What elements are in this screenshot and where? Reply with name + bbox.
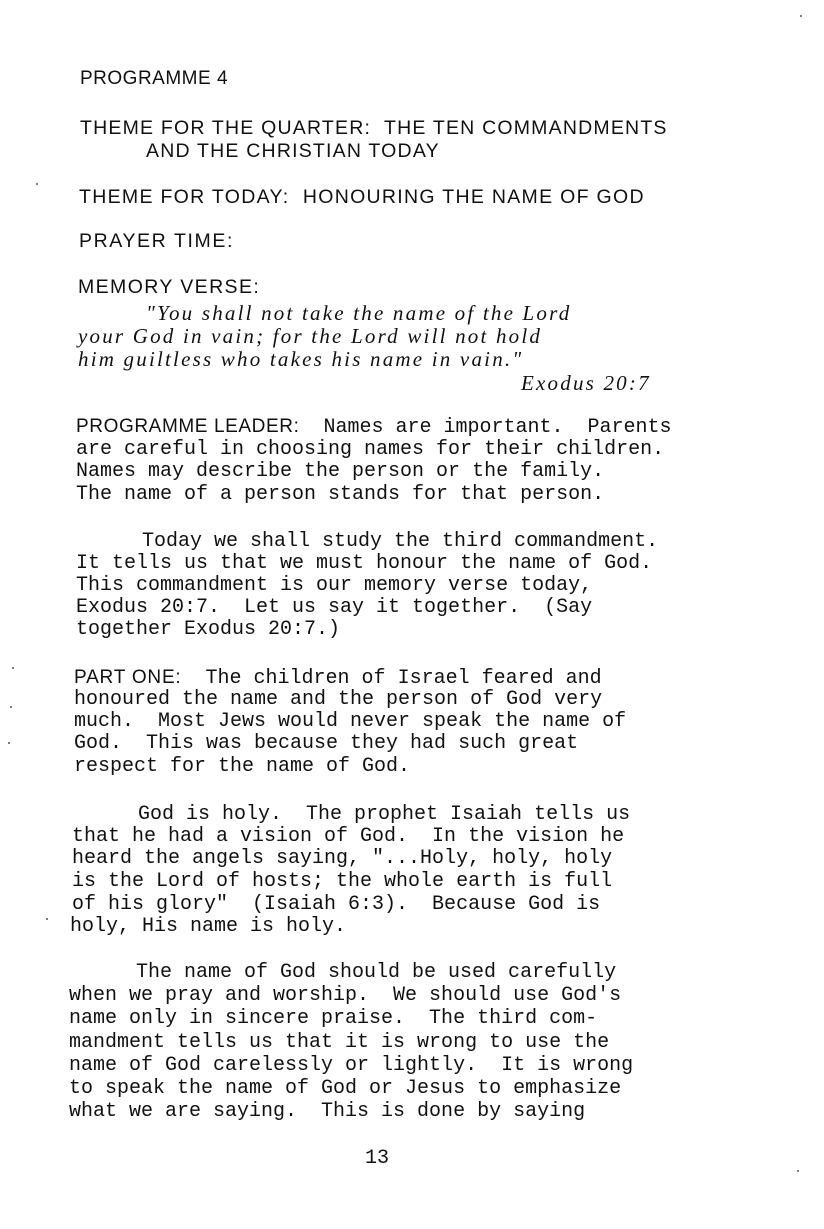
holy-line: that he had a vision of God. In the vision he [72, 825, 625, 848]
page-number: 13 [365, 1147, 390, 1170]
careful-line: name of God carelessly or lightly. It is wrong [69, 1054, 634, 1077]
holy-line: is the Lord of hosts; the whole earth is full [72, 870, 613, 893]
today-line: together Exodus 20:7.) [76, 618, 341, 641]
scan-speck [800, 15, 802, 17]
today-line: Today we shall study the third commandment. [142, 530, 659, 553]
today-line: Exodus 20:7. Let us say it together. (Say [76, 596, 593, 619]
leader-label: PROGRAMME LEADER: [76, 416, 300, 437]
scan-speck [36, 183, 38, 185]
memory-verse-reference: Exodus 20:7 [521, 371, 651, 395]
programme-number: PROGRAMME 4 [80, 68, 229, 89]
part-one-line: honoured the name and the person of God very [74, 688, 603, 711]
memory-verse-line: "You shall not take the name of the Lord [146, 301, 572, 325]
leader-line: Names may describe the person or the family. [76, 460, 605, 483]
scan-speck [8, 742, 10, 744]
memory-verse-line: your God in vain; for the Lord will not hold [78, 324, 543, 348]
memory-verse-label: MEMORY VERSE: [78, 276, 261, 298]
leader-line: Names are important. Parents [323, 416, 672, 439]
scan-speck [10, 706, 12, 708]
scan-speck [797, 1170, 799, 1172]
part-one-line: respect for the name of God. [74, 755, 411, 778]
holy-line: holy, His name is holy. [70, 915, 347, 938]
part-one-line: God. This was because they had such great [74, 732, 579, 755]
part-one-line: The children of Israel feared and [205, 667, 602, 690]
careful-line: The name of God should be used carefully [136, 961, 617, 984]
leader-line: The name of a person stands for that person. [76, 483, 605, 506]
memory-verse-line: him guiltless who takes his name in vain." [78, 347, 524, 371]
holy-line: God is holy. The prophet Isaiah tells us [138, 803, 631, 826]
holy-line: of his glory" (Isaiah 6:3). Because God is [72, 893, 601, 916]
part-one-line: much. Most Jews would never speak the name of [74, 710, 627, 733]
careful-line: to speak the name of God or Jesus to emphasize [69, 1077, 622, 1100]
today-line: This commandment is our memory verse today, [76, 574, 593, 597]
scan-speck [12, 667, 14, 669]
theme-today: THEME FOR TODAY: HONOURING THE NAME OF GOD [79, 186, 645, 208]
part-one-label: PART ONE: [74, 667, 182, 688]
leader-paragraph-first-line [76, 416, 672, 440]
leader-line: are careful in choosing names for their children. [76, 438, 665, 461]
careful-line: mandment tells us that it is wrong to use the [69, 1031, 610, 1054]
scan-speck [46, 918, 48, 920]
careful-line: name only in sincere praise. The third com- [69, 1007, 598, 1030]
theme-quarter-line1: THEME FOR THE QUARTER: THE TEN COMMANDMENTS [80, 117, 668, 139]
today-line: It tells us that we must honour the name of God. [76, 552, 653, 575]
careful-line: what we are saying. This is done by saying [69, 1100, 586, 1123]
careful-line: when we pray and worship. We should use God's [69, 984, 622, 1007]
holy-line: heard the angels saying, "...Holy, holy, holy [72, 847, 613, 870]
prayer-time-label: PRAYER TIME: [79, 230, 235, 252]
theme-quarter-line2: AND THE CHRISTIAN TODAY [146, 140, 440, 162]
